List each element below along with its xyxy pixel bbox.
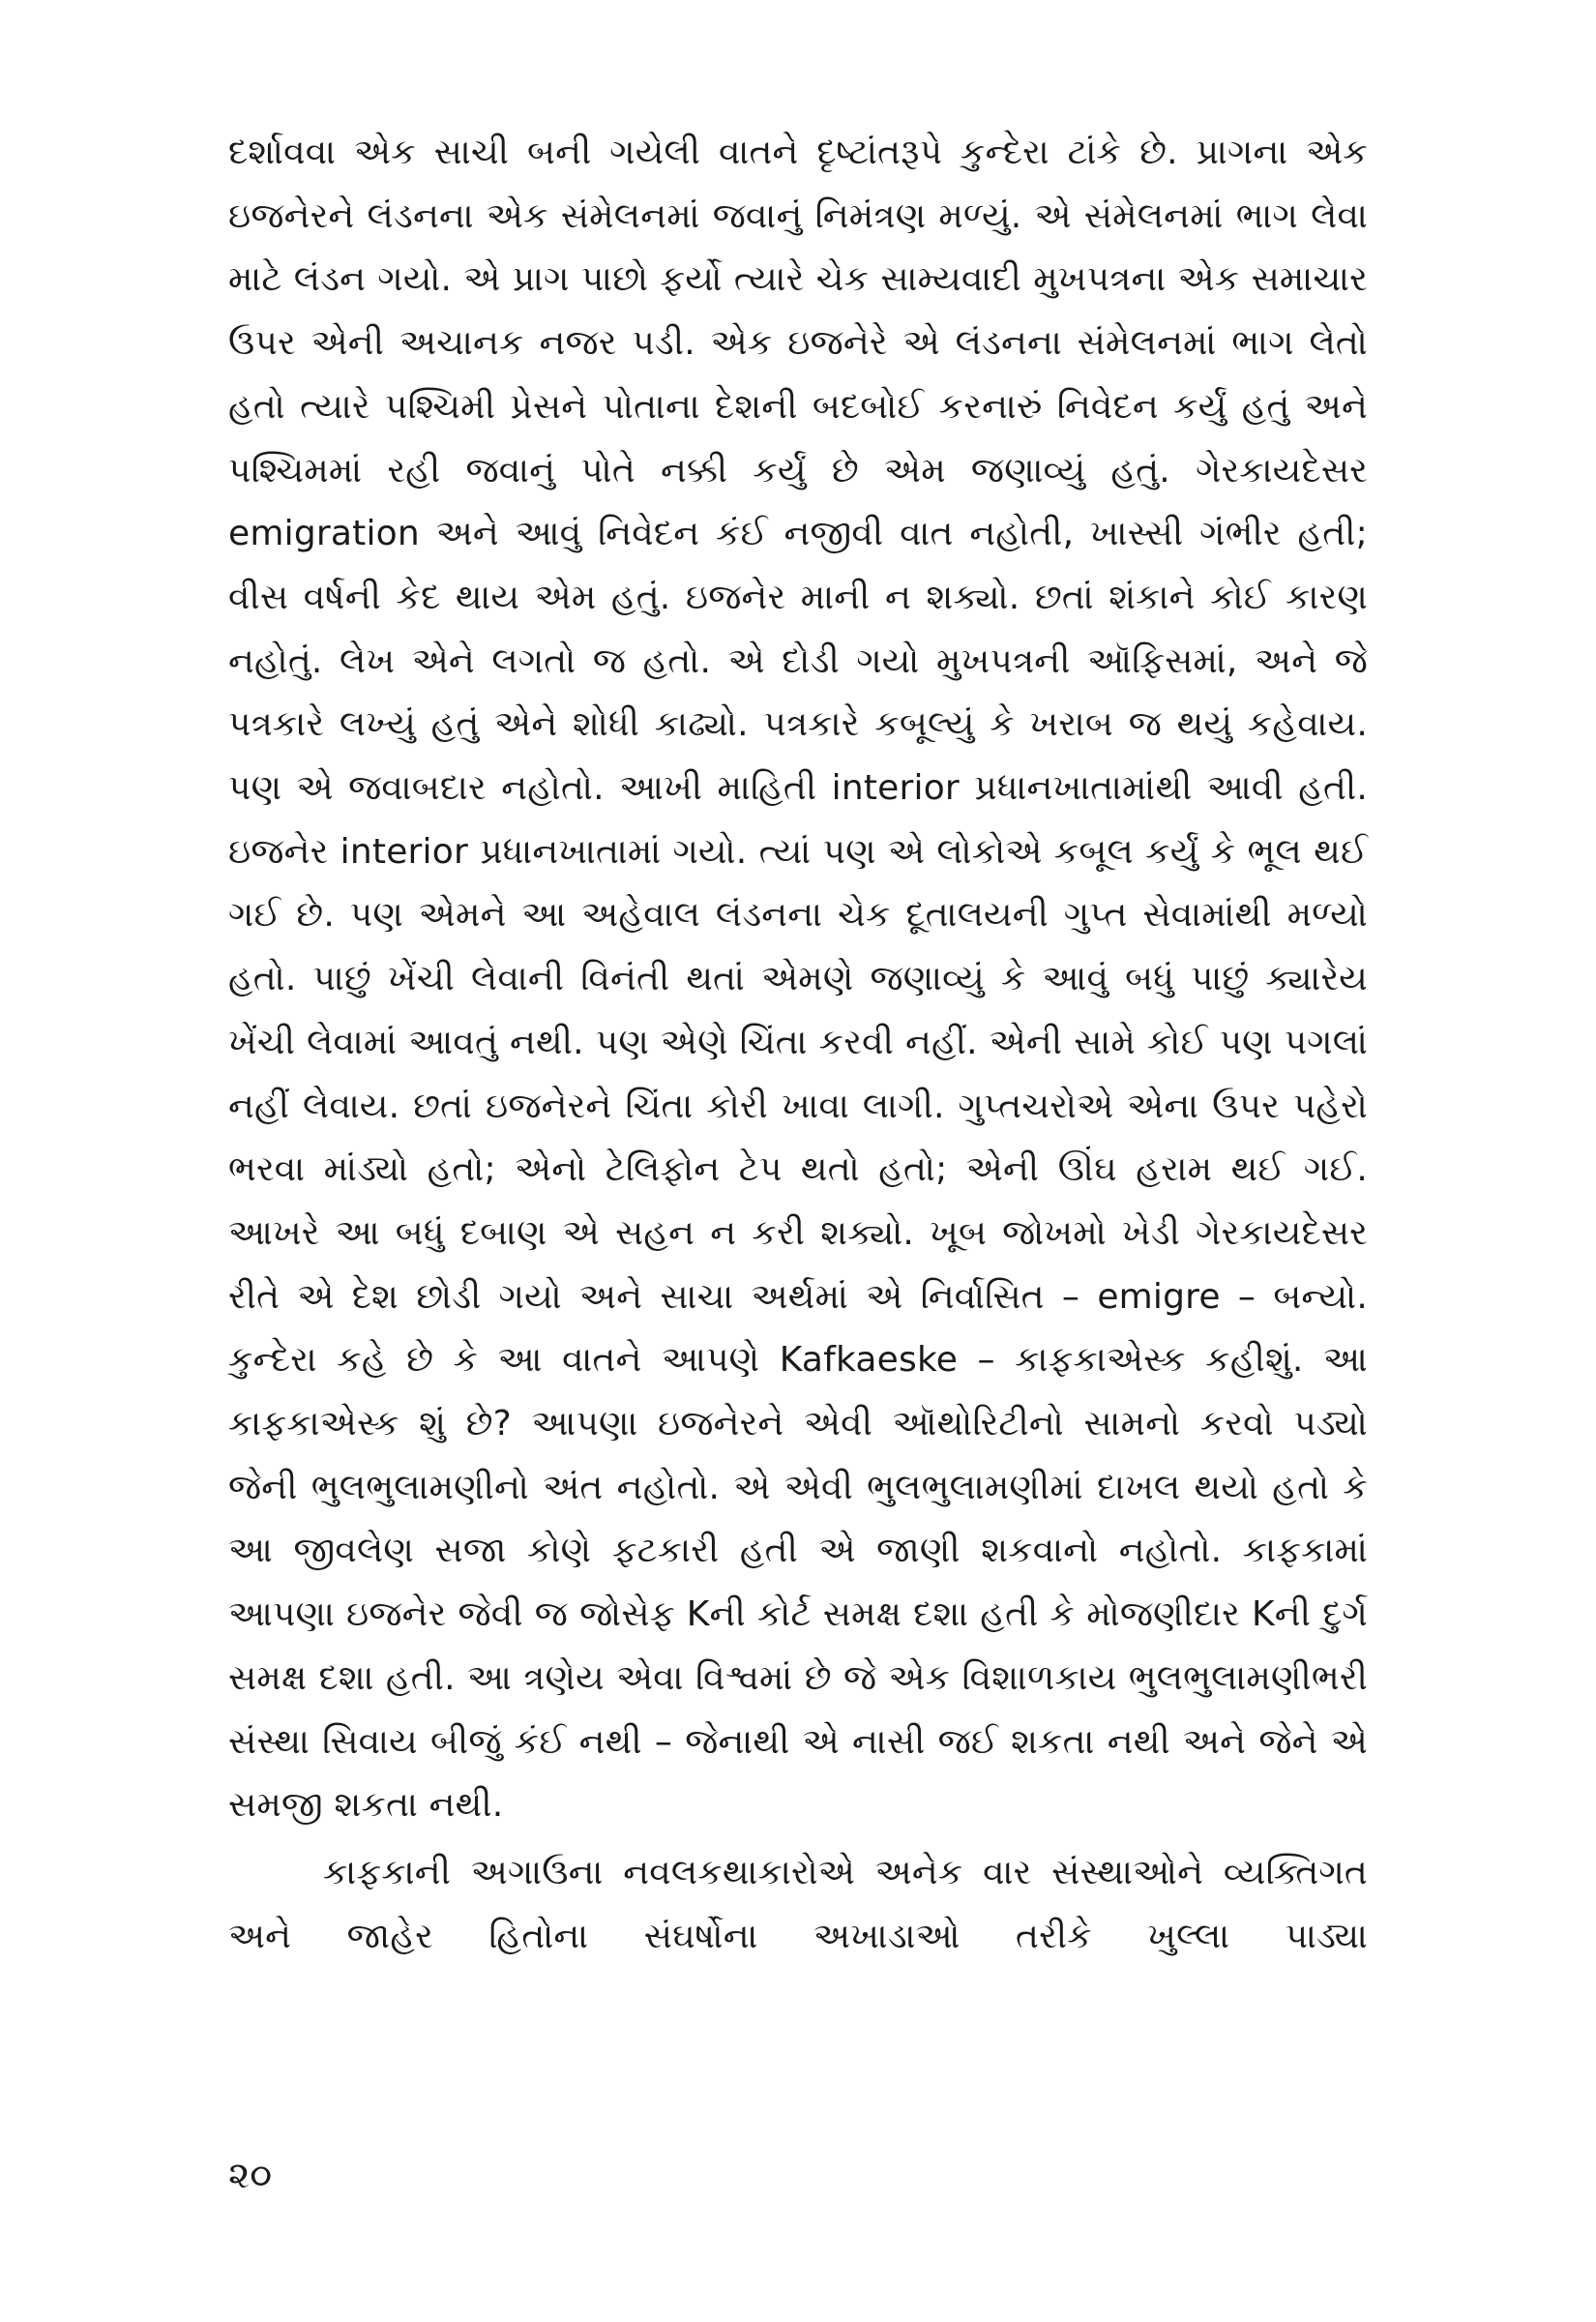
paragraph-1: દર્શાવવા એક સાચી બની ગયેલી વાતને દૃષ્ટાંતરૂપે કુન્દેરા ટાંકે છે. પ્રાગના એક ઇજનેરને લંડનના એક સંમેલનમાં જવાનું નિમંત્રણ મળ્યું. એ સંમેલનમાં ભાગ લેવા માટે લંડન ગયો. એ પ્રાગ પાછો ફર્યો ત્યારે ચેક સામ્યવાદી મુખપત્રના એક સમાચાર ઉપર એની અચાનક નજર પડી. એક ઇજનેરે એ લંડનના સંમેલનમાં ભાગ લેતો હતો ત્યારે પશ્ચિમી પ્રેસને પોતાના દેશની બદબોઈ કરનારું નિવેદન કર્યું હતું અને પશ્ચિમમાં રહી જવાનું પોતે નક્કી કર્યું છે એમ જણાવ્યું હતું. ગેરકાયદેસર emigration અને આવું નિવેદન કંઈ નજીવી વાત નહોતી, ખાસ્સી ગંભીર હતી; વીસ વર્ષની કેદ થાય એમ હતું. ઇજનેર માની ન શક્યો. છતાં શંકાને કોઈ કારણ નહોતું. લેખ એને લગતો જ હતો. એ દોડી ગયો મુખપત્રની ઑફિસમાં, અને જે પત્રકારે લખ્યું હતું એને શોધી કાઢ્યો. પત્રકારે કબૂલ્યું કે ખરાબ જ થયું કહેવાય. પણ એ જવાબદાર નહોતો. આખી માહિતી interior પ્રધાનખાતામાંથી આવી હતી. ઇજનેર interior પ્રધાનખાતામાં ગયો. ત્યાં પણ એ લોકોએ કબૂલ કર્યું કે ભૂલ થઈ ગઈ છે. પણ એમને આ અહેવાલ લંડનના ચેક દૂતાલયની ગુપ્ત સેવામાંથી મળ્યો હતો. પાછું ખેંચી લેવાની વિનંતી થતાં એમણે જણાવ્યું કે આવું બધું પાછું ક્યારેય ખેંચી લેવામાં આવતું નથી. પણ એણે ચિંતા કરવી નહીં. એની સામે કોઈ પણ પગલાં નહીં લેવાય. છતાં ઇજનેરને ચિંતા કોરી ખાવા લાગી. ગુપ્તચરોએ એના ઉપર પહેરો ભરવા માંડ્યો હતો; એનો ટેલિફોન ટેપ થતો હતો; એની ઊંઘ હરામ થઈ ગઈ. આખરે આ બધું દબાણ એ સહન ન કરી શક્યો. ખૂબ જોખમો ખેડી ગેરકાયદેસર રીતે એ દેશ છોડી ગયો અને સાચા અર્થમાં એ નિર્વાસિત – emigre – બન્યો. કુન્દેરા કહે છે કે આ વાતને આપણે Kafkaeske – કાફકાએસ્ક કહીશું. આ કાફકાએસ્ક શું છે? આપણા ઇજનેરને એવી ઑથોરિટીનો સામનો કરવો પડ્યો જેની ભુલભુલામણીનો અંત નહોતો. એ એવી ભુલભુલામણીમાં દાખલ થયો હતો કે આ જીવલેણ સજા કોણે ફટકારી હતી એ જાણી શકવાનો નહોતો. કાફકામાં આપણા ઇજનેર જેવી જ જોસેફ Kની કોર્ટ સમક્ષ દશા હતી કે મોજણીદાર Kની દુર્ગ સમક્ષ દશા હતી. આ ત્રણેય એવા વિશ્વમાં છે જે એક વિશાળકાય ભુલભુલામણીભરી સંસ્થા સિવાય બીજું કંઈ નથી – જેનાથી એ નાસી જઈ શકતા નથી અને જેને એ સમજી શકતા નથી. <box>228 133 1368 1826</box>
body-text <box>228 121 1368 1968</box>
page-number: ૨૦ <box>228 2154 273 2196</box>
paragraph-2: કાફકાની અગાઉના નવલકથાકારોએ અનેક વાર સંસ્થાઓને વ્યક્તિગત અને જાહેર હિતોના સંઘર્ષોના અખાડાઓ તરીકે ખુલ્લા પાડ્યા <box>228 1852 1368 1956</box>
